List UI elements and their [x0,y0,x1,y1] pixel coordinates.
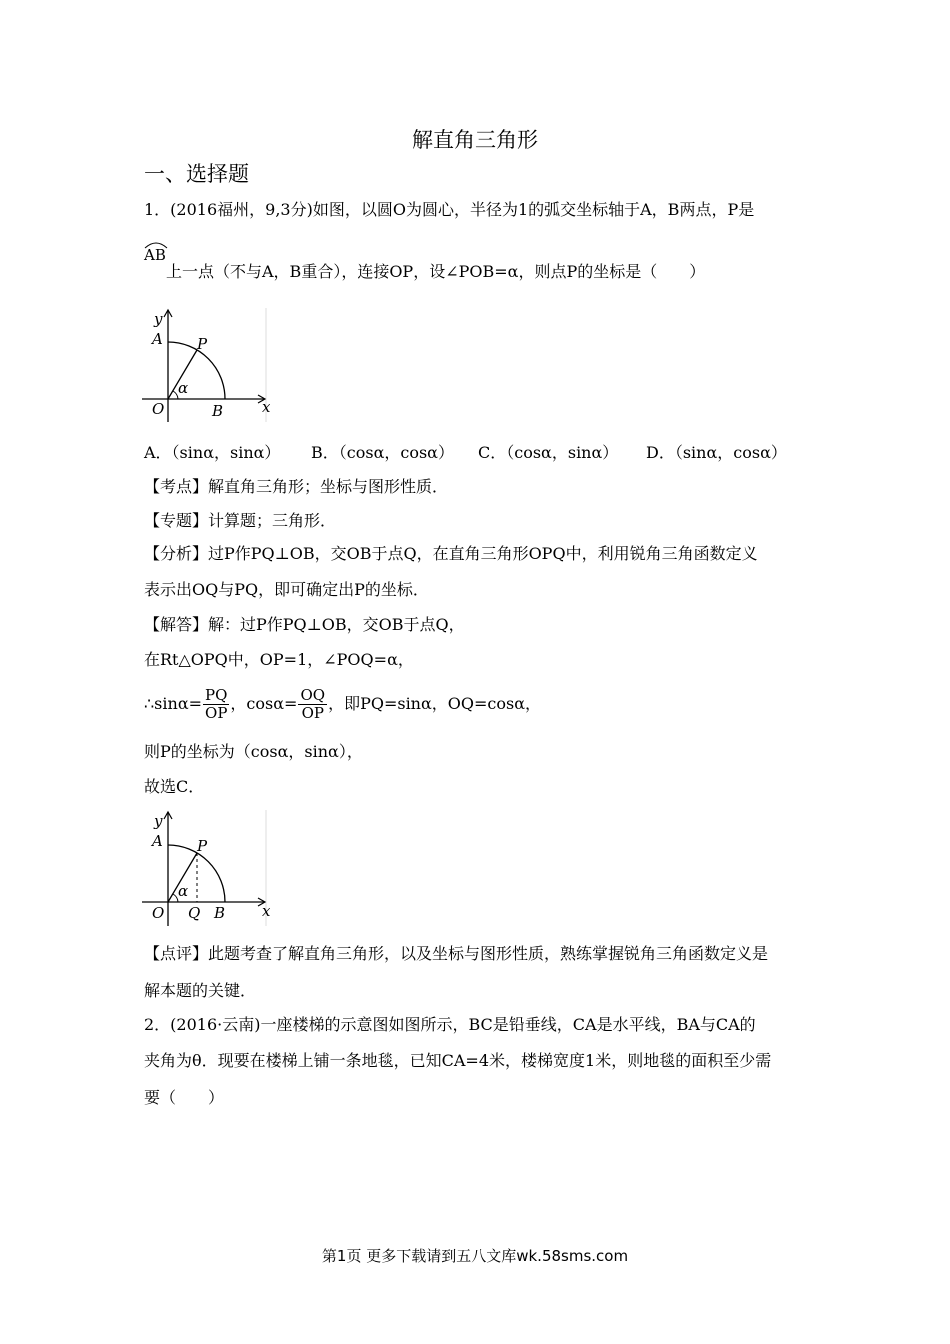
option-b: B．（cosα，cosα） [311,443,454,462]
formula-line [144,683,541,725]
option-a: A．（sinα，sinα） [144,443,281,462]
formula-mid: ，cosα= [230,694,298,713]
label-o: O [152,904,165,922]
fraction-numerator: OQ [300,686,326,704]
fraction-denominator: OP [301,704,324,722]
label-p: P [197,837,208,855]
section-heading: 一、选择题 [144,162,249,186]
fraction-oq-op [298,687,327,722]
label-b: B [212,402,224,420]
fenxi-line1: 【分析】过P作PQ⊥OB，交OB于点Q，在直角三角形OPQ中，利用锐角三角函数定义 [144,544,758,563]
page-title: 解直角三角形 [412,128,538,152]
option-d: D．（sinα，cosα） [646,443,787,462]
page-footer: 第1页 更多下载请到五八文库wk.58sms.com [321,1247,629,1265]
label-x: x [262,902,270,920]
q1-stem-line2: 上一点（不与A，B重合），连接OP，设∠POB=α，则点P的坐标是（ ） [166,262,706,281]
q1-stem-line1: 1．(2016福州，9,3分)如图，以圆O为圆心，半径为1的弧交坐标轴于A，B两点，P是 [144,200,755,219]
q2-stem-line3: 要（ ） [144,1088,225,1107]
jieda-line2: 在Rt△OPQ中，OP=1，∠POQ=α， [144,650,414,669]
fraction-pq-op [203,687,229,722]
q2-stem-line2: 夹角为θ．现要在楼梯上铺一条地毯，已知CA=4米，楼梯宽度1米，则地毯的面积至少需 [144,1051,772,1070]
label-x: x [262,398,270,416]
option-c: C．（cosα，sinα） [478,443,619,462]
label-y: y [154,812,163,830]
label-y: y [154,310,163,328]
q1-figure [140,304,270,426]
kaodian: 【考点】解直角三角形；坐标与图形性质． [144,477,449,496]
q2-stem-line1: 2．(2016·云南)一座楼梯的示意图如图所示，BC是铅垂线，CA是水平线，BA与CA的 [144,1015,756,1034]
arc-ab-text: AB [144,246,166,264]
arc-ab-symbol [144,246,166,264]
label-b: B [214,904,226,922]
label-a: A [152,832,163,850]
formula-prefix: ∴sinα= [144,694,203,713]
q1-solution-figure [140,806,270,930]
arc-icon [143,239,169,249]
jieda-line1: 【解答】解：过P作PQ⊥OB，交OB于点Q， [144,615,465,634]
fraction-denominator: OP [205,704,228,722]
zhuanti: 【专题】计算题；三角形． [144,511,337,530]
choose-line: 故选C． [144,777,205,796]
label-alpha: α [178,882,189,900]
label-q: Q [188,904,201,922]
result-line: 则P的坐标为（cosα，sinα）， [144,742,363,761]
formula-suffix: ，即PQ=sinα，OQ=cosα， [328,694,542,713]
label-a: A [152,330,163,348]
dianping-line2: 解本题的关键． [144,981,257,1000]
dianping-line1: 【点评】此题考查了解直角三角形，以及坐标与图形性质，熟练掌握锐角三角函数定义是 [144,944,769,963]
label-o: O [152,400,165,418]
label-alpha: α [178,379,189,397]
label-p: P [197,335,208,353]
fenxi-line2: 表示出OQ与PQ，即可确定出P的坐标． [144,580,429,599]
fraction-numerator: PQ [205,686,228,704]
